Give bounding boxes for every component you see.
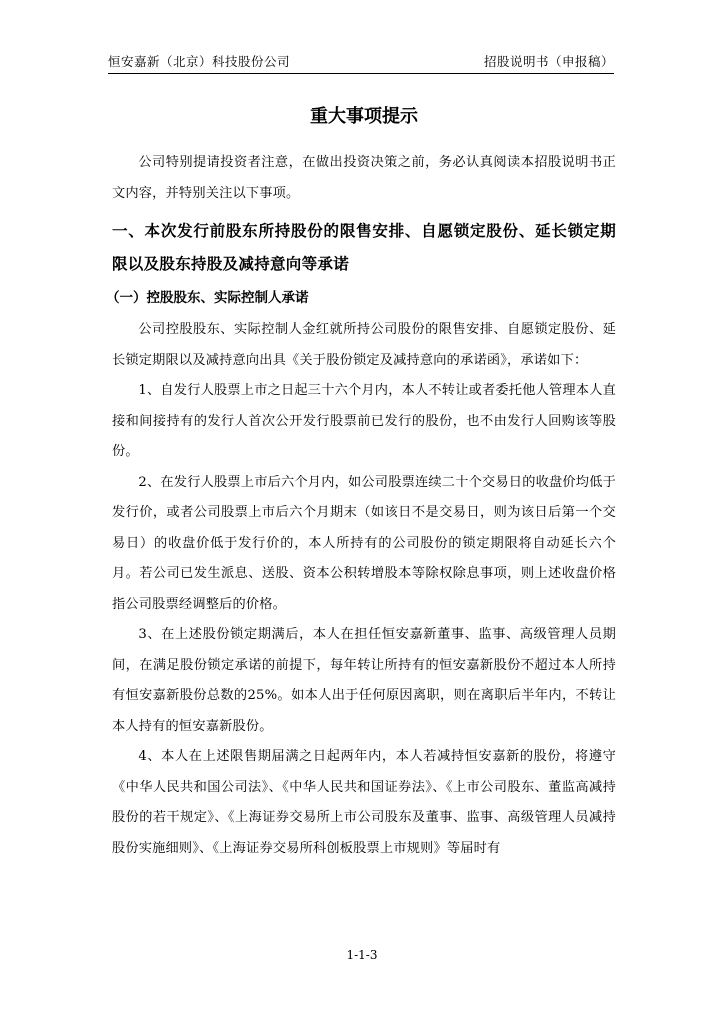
page-number: 1-1-3 (346, 948, 378, 962)
subsection-heading: （一）控股股东、实际控制人承诺 (106, 290, 309, 306)
commitment-item-4: 4、本人在上述限售期届满之日起两年内，本人若减持恒安嘉新的股份，将遵守《中华人民共和国公司法》、《中华人民共和国证券法》、《上市公司股东、董监高减持股份的若干规定》、《上海证券交易所上市公司股东及董事、监事、高级管理人员减持股份实施细则》、《上海证券交易所科创板股票上市规则》等届时有 (112, 749, 616, 856)
commitment-item-2: 2、在发行人股票上市后六个月内，如公司股票连续二十个交易日的收盘价均低于发行价，或者公司股票上市后六个月期末（如该日不是交易日，则为该日后第一个交易日）的收盘价低于发行价的，本人所持有的公司股份的锁定期限将自动延长六个月。若公司已发生派息、送股、资本公积转增股本等除权除息事项，则上述收盘价格指公司股票经调整后的价格。 (112, 474, 616, 612)
page-title: 重大事项提示 (310, 106, 418, 127)
intro-paragraph: 公司特别提请投资者注意，在做出投资决策之前，务必认真阅读本招股说明书正文内容，并特别关注以下事项。 (112, 155, 616, 201)
commitment-item-1: 1、自发行人股票上市之日起三十六个月内，本人不转让或者委托他人管理本人直接和间接持有的发行人首次公开发行股票前已发行的股份，也不由发行人回购该等股份。 (112, 383, 616, 459)
page-header (108, 50, 614, 74)
commitment-item-3: 3、在上述股份锁定期满后，本人在担任恒安嘉新董事、监事、高级管理人员期间，在满足股份锁定承诺的前提下，每年转让所持有的恒安嘉新股份不超过本人所持有恒安嘉新股份总数的25%。如本人出于任何原因离职，则在离职后半年内，不转让本人持有的恒安嘉新股份。 (112, 627, 616, 734)
header-doc-type: 招股说明书（申报稿） (483, 54, 614, 69)
commitment-lead-paragraph: 公司控股股东、实际控制人金红就所持公司股份的限售安排、自愿锁定股份、延长锁定期限以及减持意向出具《关于股份锁定及减持意向的承诺函》，承诺如下： (112, 322, 616, 368)
document-body (106, 104, 616, 864)
header-company: 恒安嘉新（北京）科技股份公司 (108, 54, 291, 69)
section-heading: 一、本次发行前股东所持股份的限售安排、自愿锁定股份、延长锁定期限以及股东持股及减持意向等承诺 (112, 222, 616, 273)
